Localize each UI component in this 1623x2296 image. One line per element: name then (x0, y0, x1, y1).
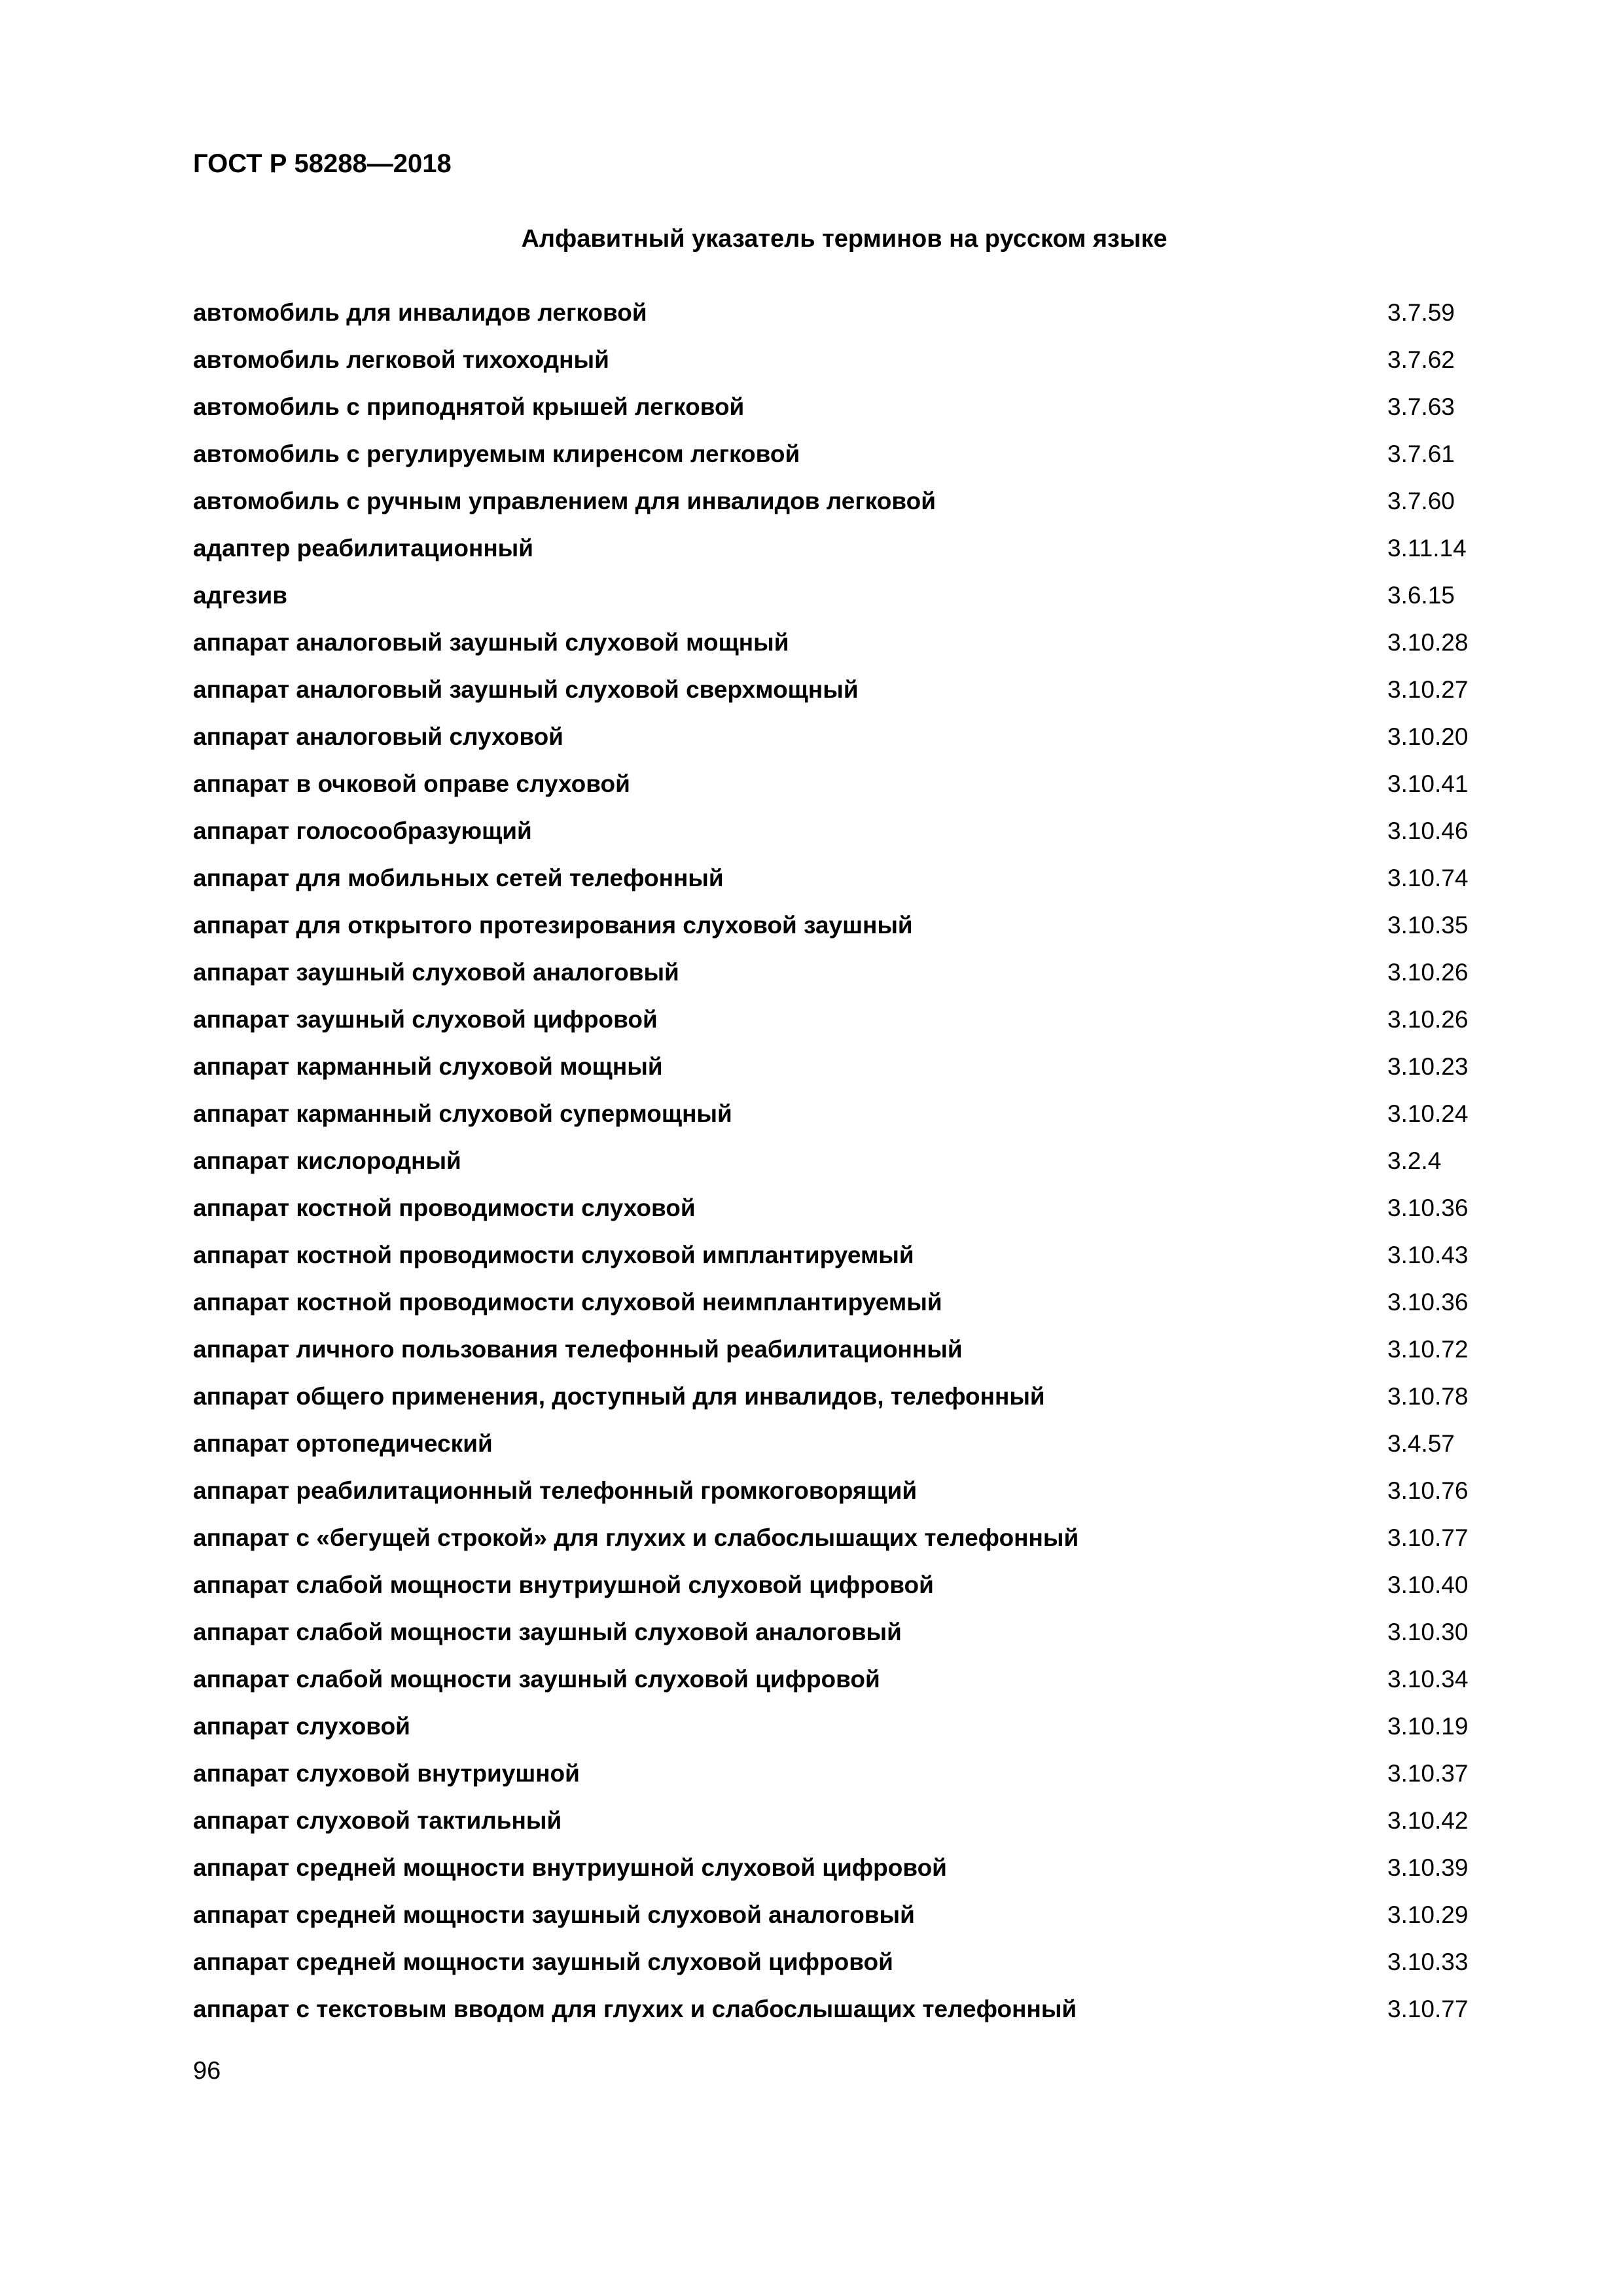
entry-ref: 3.10.19 (1387, 1713, 1469, 1740)
index-entry (193, 1190, 1476, 1237)
entry-term: автомобиль с приподнятой крышей легковой (193, 393, 745, 420)
index-entry (193, 1143, 1476, 1190)
index-entry (193, 1284, 1476, 1331)
entry-term: аппарат для открытого протезирования слуховой заушный (193, 912, 913, 939)
term-index-list (193, 295, 1476, 2038)
index-entry (193, 342, 1476, 389)
entry-ref: 3.10.36 (1387, 1194, 1469, 1221)
entry-ref: 3.10.77 (1387, 1524, 1469, 1551)
index-entry (193, 1001, 1476, 1049)
entry-ref: 3.4.57 (1387, 1430, 1455, 1457)
entry-ref: 3.10.34 (1387, 1666, 1469, 1693)
entry-term: аппарат заушный слуховой аналоговый (193, 959, 679, 986)
index-entry (193, 1331, 1476, 1378)
entry-term: аппарат с «бегущей строкой» для глухих и слабослышащих телефонный (193, 1524, 1079, 1551)
index-entry (193, 1473, 1476, 1520)
entry-term: аппарат с текстовым вводом для глухих и слабослышащих телефонный (193, 1996, 1077, 2022)
entry-ref: 3.11.14 (1387, 535, 1467, 562)
document-code: ГОСТ Р 58288—2018 (193, 149, 452, 178)
entry-term: аппарат средней мощности внутриушной слуховой цифровой (193, 1854, 947, 1881)
entry-ref: 3.10.40 (1387, 1571, 1469, 1598)
index-entry (193, 907, 1476, 954)
index-entry (193, 1944, 1476, 1991)
entry-term: аппарат карманный слуховой супермощный (193, 1100, 732, 1127)
index-entry (193, 624, 1476, 672)
entry-ref: 3.10.37 (1387, 1760, 1469, 1787)
entry-term: аппарат заушный слуховой цифровой (193, 1006, 658, 1033)
entry-ref: 3.7.61 (1387, 440, 1455, 467)
entry-ref: 3.10.26 (1387, 959, 1469, 986)
index-entry (193, 1708, 1476, 1755)
index-entry (193, 672, 1476, 719)
index-entry (193, 1803, 1476, 1850)
entry-term: аппарат в очковой оправе слуховой (193, 770, 630, 797)
index-entry (193, 1567, 1476, 1614)
entry-ref: 3.10.33 (1387, 1948, 1469, 1975)
index-entry (193, 719, 1476, 766)
entry-term: аппарат аналоговый заушный слуховой мощный (193, 629, 789, 656)
entry-term: автомобиль для инвалидов легковой (193, 299, 647, 326)
entry-ref: 3.10.39 (1387, 1854, 1469, 1881)
index-entry (193, 813, 1476, 860)
entry-term: аппарат слуховой тактильный (193, 1807, 562, 1834)
entry-ref: 3.7.63 (1387, 393, 1455, 420)
entry-ref: 3.10.24 (1387, 1100, 1469, 1127)
entry-term: аппарат слабой мощности заушный слуховой цифровой (193, 1666, 880, 1693)
entry-ref: 3.10.76 (1387, 1477, 1469, 1504)
entry-ref: 3.10.74 (1387, 865, 1469, 891)
index-entry (193, 1049, 1476, 1096)
entry-term: автомобиль с ручным управлением для инвалидов легковой (193, 488, 936, 514)
entry-ref: 3.7.59 (1387, 299, 1455, 326)
page-number: 96 (193, 2057, 221, 2085)
index-entry (193, 860, 1476, 907)
entry-term: аппарат кислородный (193, 1147, 461, 1174)
entry-ref: 3.7.60 (1387, 488, 1455, 514)
entry-ref: 3.10.41 (1387, 770, 1469, 797)
entry-ref: 3.10.26 (1387, 1006, 1469, 1033)
entry-ref: 3.10.28 (1387, 629, 1469, 656)
index-entry (193, 1897, 1476, 1944)
entry-term: аппарат общего применения, доступный для инвалидов, телефонный (193, 1383, 1045, 1410)
index-entry (193, 1520, 1476, 1567)
entry-ref: 3.10.77 (1387, 1996, 1469, 2022)
index-entry (193, 1237, 1476, 1284)
index-entry (193, 389, 1476, 436)
entry-ref: 3.10.35 (1387, 912, 1469, 939)
entry-ref: 3.6.15 (1387, 582, 1455, 609)
entry-term: аппарат ортопедический (193, 1430, 493, 1457)
index-entry (193, 577, 1476, 624)
entry-ref: 3.10.46 (1387, 817, 1469, 844)
index-entry (193, 1426, 1476, 1473)
entry-term: аппарат аналоговый заушный слуховой сверхмощный (193, 676, 859, 703)
index-entry (193, 295, 1476, 342)
entry-term: аппарат средней мощности заушный слуховой аналоговый (193, 1901, 915, 1928)
index-entry (193, 766, 1476, 813)
index-entry (193, 1755, 1476, 1803)
entry-ref: 3.10.42 (1387, 1807, 1469, 1834)
index-entry (193, 954, 1476, 1001)
entry-term: аппарат костной проводимости слуховой неимплантируемый (193, 1289, 942, 1316)
entry-ref: 3.10.29 (1387, 1901, 1469, 1928)
index-entry (193, 483, 1476, 530)
entry-term: аппарат карманный слуховой мощный (193, 1053, 663, 1080)
entry-term: аппарат слуховой внутриушной (193, 1760, 580, 1787)
entry-ref: 3.10.30 (1387, 1619, 1469, 1645)
entry-term: аппарат слуховой (193, 1713, 410, 1740)
entry-term: аппарат реабилитационный телефонный громкоговорящий (193, 1477, 918, 1504)
index-entry (193, 1096, 1476, 1143)
entry-term: аппарат аналоговый слуховой (193, 723, 563, 750)
entry-ref: 3.10.27 (1387, 676, 1469, 703)
entry-term: аппарат костной проводимости слуховой (193, 1194, 696, 1221)
entry-term: аппарат средней мощности заушный слуховой цифровой (193, 1948, 893, 1975)
index-entry (193, 530, 1476, 577)
entry-term: аппарат костной проводимости слуховой имплантируемый (193, 1242, 914, 1268)
entry-term: аппарат для мобильных сетей телефонный (193, 865, 724, 891)
index-entry (193, 1661, 1476, 1708)
entry-ref: 3.10.43 (1387, 1242, 1469, 1268)
index-entry (193, 436, 1476, 483)
entry-term: автомобиль легковой тихоходный (193, 346, 609, 373)
entry-term: аппарат слабой мощности внутриушной слуховой цифровой (193, 1571, 934, 1598)
index-entry (193, 1850, 1476, 1897)
entry-term: адаптер реабилитационный (193, 535, 534, 562)
entry-term: аппарат личного пользования телефонный реабилитационный (193, 1336, 963, 1363)
entry-term: адгезив (193, 582, 287, 609)
index-title: Алфавитный указатель терминов на русском языке (521, 225, 1168, 253)
entry-ref: 3.10.20 (1387, 723, 1469, 750)
entry-ref: 3.10.23 (1387, 1053, 1469, 1080)
entry-term: аппарат голосообразующий (193, 817, 532, 844)
index-entry (193, 1614, 1476, 1661)
entry-ref: 3.2.4 (1387, 1147, 1442, 1174)
entry-ref: 3.10.36 (1387, 1289, 1469, 1316)
entry-ref: 3.7.62 (1387, 346, 1455, 373)
entry-term: аппарат слабой мощности заушный слуховой аналоговый (193, 1619, 902, 1645)
entry-ref: 3.10.72 (1387, 1336, 1469, 1363)
entry-term: автомобиль с регулируемым клиренсом легковой (193, 440, 800, 467)
entry-ref: 3.10.78 (1387, 1383, 1469, 1410)
index-entry (193, 1991, 1476, 2038)
index-entry (193, 1378, 1476, 1426)
